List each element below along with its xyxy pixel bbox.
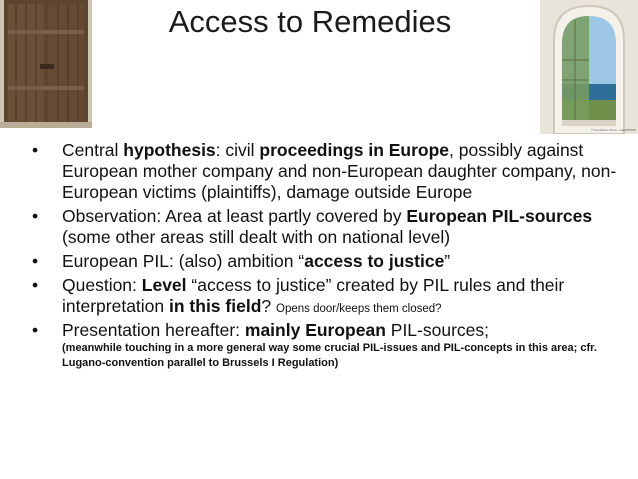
bullet-text: PIL-sources; bbox=[385, 320, 490, 340]
bullet-item bbox=[32, 206, 622, 248]
bullet-aside: Opens door/keeps them closed? bbox=[276, 303, 442, 315]
bullet-text: ? bbox=[261, 296, 276, 316]
bullet-list bbox=[32, 140, 622, 374]
slide-title: Access to Remedies bbox=[168, 4, 452, 39]
bullet-glyph: • bbox=[32, 251, 39, 271]
bullet-glyph: • bbox=[32, 320, 39, 340]
bullet-item bbox=[32, 320, 622, 371]
bullet-text: European PIL: (also) ambition “ bbox=[62, 251, 305, 271]
bullet-text: Central bbox=[62, 140, 124, 160]
bullet-emphasis: hypothesis bbox=[123, 140, 216, 160]
bullet-text: : civil bbox=[215, 140, 260, 160]
bullet-emphasis: access to justice bbox=[304, 251, 445, 271]
bullet-item bbox=[32, 140, 622, 203]
bullet-text: ” bbox=[444, 251, 451, 271]
bullet-note: (meanwhile touching in a more general way some crucial PIL-issues and PIL-concepts in this area; cfr. Lugano-convention parallel to Brussels I Regulation) bbox=[62, 342, 597, 369]
bullet-glyph: • bbox=[32, 140, 39, 160]
bullet-text: (some other areas still dealt with on national level) bbox=[62, 227, 451, 247]
photo-credit: © Karl Baker Photo - cap9058000 bbox=[591, 128, 636, 132]
bullet-text: Presentation hereafter: bbox=[62, 320, 245, 340]
bullet-emphasis: European PIL-sources bbox=[406, 206, 593, 226]
wooden-door-photo bbox=[0, 0, 92, 128]
bullet-item bbox=[32, 275, 622, 317]
bullet-text: “access to justice” created by PIL rules and their interpretation bbox=[62, 275, 565, 316]
bullet-item bbox=[32, 251, 622, 272]
open-door-photo bbox=[540, 0, 638, 134]
bullet-text: , possibly against European mother company and non-European daughter company, non-European victims (plaintiffs), damage outside Europe bbox=[62, 140, 617, 202]
bullet-emphasis: proceedings in Europe bbox=[259, 140, 450, 160]
bullet-emphasis: Level bbox=[141, 275, 187, 295]
bullet-emphasis: in this field bbox=[169, 296, 262, 316]
bullet-glyph: • bbox=[32, 206, 39, 226]
bullet-emphasis: mainly European bbox=[244, 320, 386, 340]
bullet-text: Question: bbox=[62, 275, 142, 295]
bullet-text: Observation: Area at least partly covered by bbox=[62, 206, 407, 226]
bullet-glyph: • bbox=[32, 275, 39, 295]
